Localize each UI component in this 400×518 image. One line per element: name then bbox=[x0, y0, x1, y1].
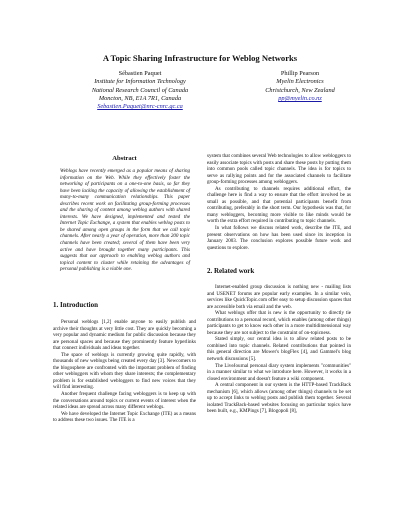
right-column-intro-continued bbox=[207, 153, 351, 251]
author-affiliation: Institute for Information Technology bbox=[94, 78, 186, 86]
paragraph: What weblogs offer that is new is the opportunity to directly tie contributions to a personal record, which enables (among other things) participants to get to know each other in a more multidimensional way because they are not subject to the constraint of on-topicness. bbox=[207, 310, 351, 336]
section-heading-related-work: 2. Related work bbox=[207, 267, 255, 275]
author-email-link[interactable]: pp@myelin.co.nz bbox=[278, 94, 322, 102]
section-heading-introduction: 1. Introduction bbox=[53, 301, 98, 309]
paragraph: Personal weblogs [1,2] enable anyone to easily publish and archive their thoughts at very little cost. They are quickly becoming a very popular and dynamic medium for public discussion because they are personal spaces and because they prominently feature hyperlinks that connect individuals and ideas together. bbox=[53, 319, 196, 352]
author-name: Phillip Pearson bbox=[280, 70, 320, 77]
paper-title: A Topic Sharing Infrastructure for Weblog Networks bbox=[102, 53, 298, 63]
paragraph: system that combines several Web technologies to allow webloggers to easily associate topics with posts and share these posts by putting them into common pools called topic channels. The idea is for topics to serve as rallying points and for the associated channels to facilitate group-forming processes among webloggers. bbox=[207, 153, 351, 186]
paragraph: As contributing to channels requires additional effort, the challenge here is find a way to ensure that the effort involved be as small as possible, and that potential participants benefit from contributing, preferably in the short term. Our hypothesis was that, for many webloggers, becoming more visible to like minds would be worth the extra effort required in contributing to topic channels. bbox=[207, 185, 351, 225]
paragraph: The LiveJournal personal diary system implements "communities" in a manner similar to what we introduce here. However, it works in a closed environment and doesn't feature a wiki component. bbox=[207, 362, 351, 382]
author-affiliation: Moncton, NB, E1A 7R1, Canada bbox=[98, 94, 182, 102]
paragraph: A central component in our system is the HTTP-based TrackBack mechanism [6], which allows (among other things) channels to be set up to accept links to weblog posts and publish them together. Several isolated TrackBack-based websites focusing on particular topics have been built, e.g., KMPings [7], Blogopoli [8], bbox=[207, 382, 351, 415]
author-block-1 bbox=[55, 70, 225, 111]
author-affiliation: Myelin Electronics bbox=[276, 78, 324, 86]
paragraph: In what follows we discuss related work, describe the ITE, and present observations on how has been used since its inception in January 2003. The conclusion explores possible future work and questions to explore. bbox=[207, 225, 351, 251]
author-name: Sébastien Paquet bbox=[118, 70, 162, 77]
abstract-heading: Abstract bbox=[112, 155, 137, 162]
author-block-2 bbox=[240, 70, 360, 103]
author-email-link[interactable]: Sebastien.Paquet@nrc-cnrc.gc.ca bbox=[97, 103, 183, 111]
paragraph: The space of weblogs is currently growing quite rapidly, with thousands of new weblogs being created every day [3]. Newcomers to the blogosphere are confronted with the important problem of finding other webloggers with whom they share interests; the complementary problem is for established webloggers to find new voices that they will find interesting. bbox=[53, 351, 196, 391]
paragraph: Another frequent challenge facing webloggers is to keep up with the conversations around topics or current events of interest when the related ideas are spread across many different weblogs. bbox=[53, 391, 196, 411]
related-work-body bbox=[207, 284, 351, 415]
author-affiliation: National Research Council of Canada bbox=[91, 86, 189, 94]
introduction-body bbox=[53, 319, 196, 424]
paragraph: Stated simply, our central idea is to allow related posts to be combined into topic channels. Related contributions that pointed in this general direction are Mower's blogFlex [4], and Gammel's blog network discussions [5]. bbox=[207, 336, 351, 363]
paragraph: Internet-enabled group discussion is nothing new - mailing lists and USENET forums are popular early examples. In a similar vein, services like QuickTopic.com offer easy to setup discussion spaces that are accessible both via email and the web. bbox=[207, 284, 351, 310]
author-affiliation: Christchurch, New Zealand bbox=[265, 86, 335, 94]
abstract-text: Weblogs have recently emerged as a popular means of sharing information on the Web. While they effectively foster the networking of participants on a one-to-one basis, so far they have been lacking the capacity of allowing the establishment of many-to-many communication relationships. This paper describes recent work on facilitating group-forming processes and the sharing of content among weblog authors with shared interests. We have designed, implemented and tested the Internet Topic Exchange, a system that enables weblog posts to be shared among open groups in the form that we call topic channels. After nearly a year of operation, more than 200 topic channels have been created; several of them have been very active and have brought together many participants. This suggests that our approach to enabling weblog authors and topical content to cluster while retaining the advantages of personal publishing is a viable one. bbox=[60, 168, 190, 273]
paragraph: We have developed the Internet Topic Exchange (ITE) as a means to address these two issues. The ITE is a bbox=[53, 410, 196, 424]
